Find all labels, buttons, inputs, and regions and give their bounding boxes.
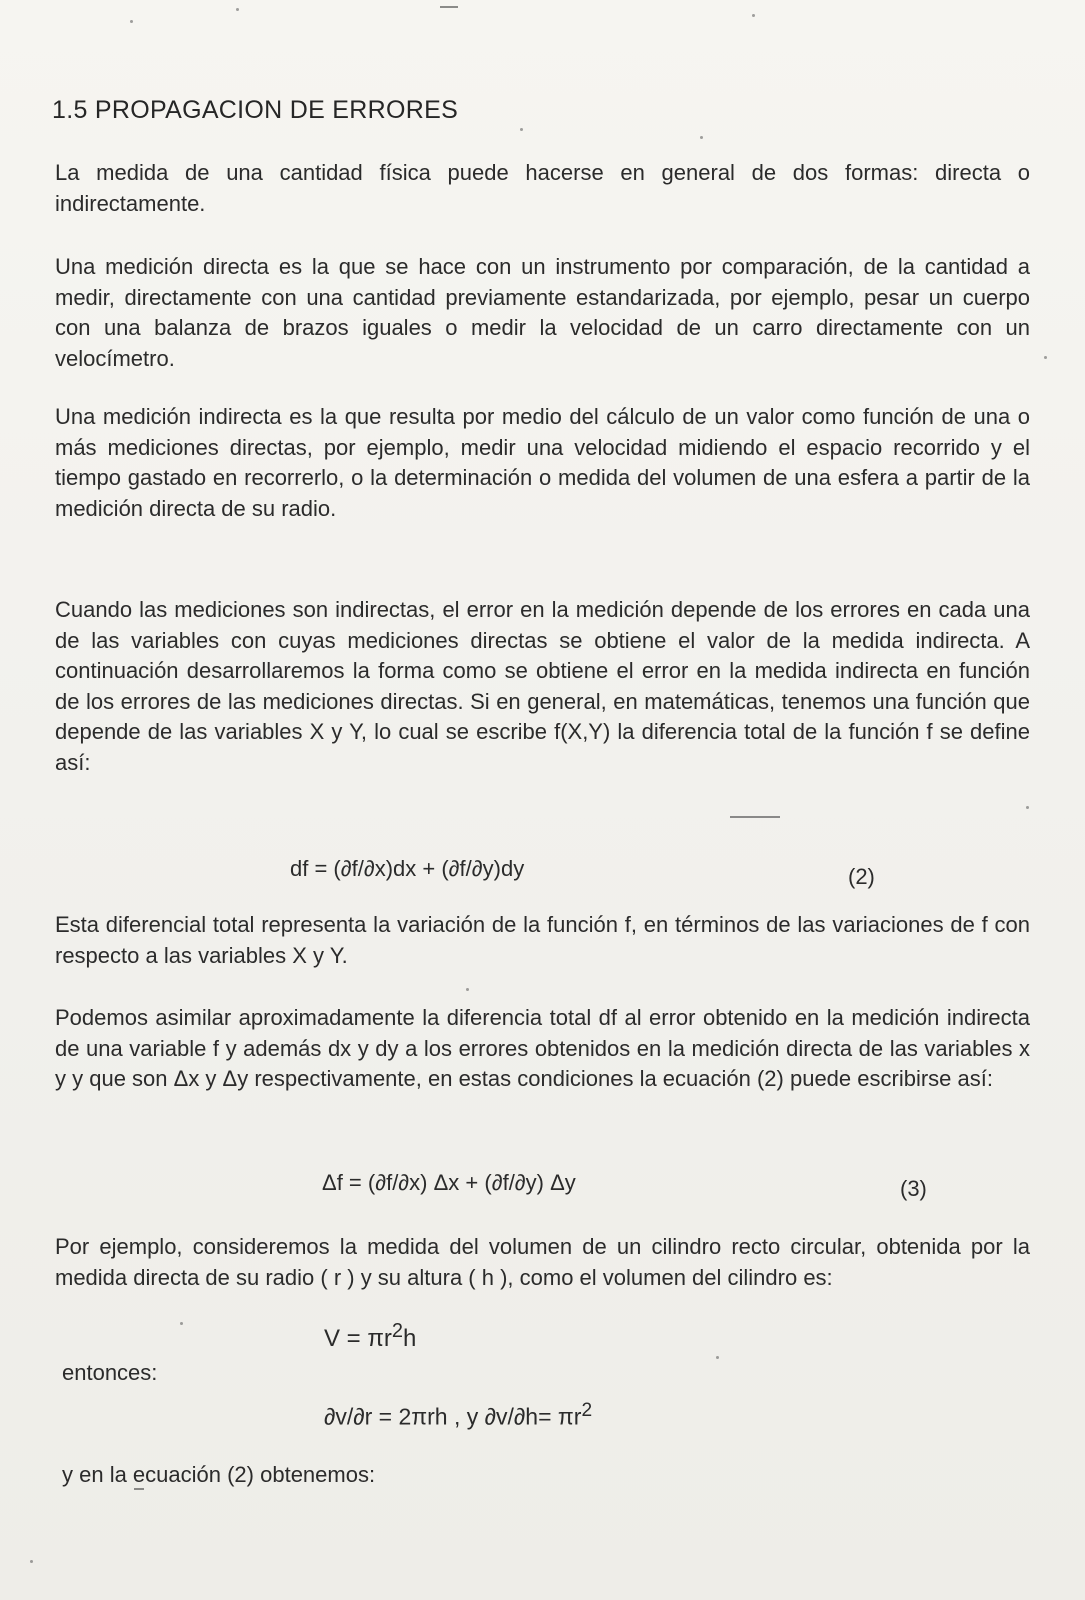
scan-speck [716,1356,719,1359]
derivatives-main: ∂v/∂r = 2πrh , y ∂v/∂h= πr [324,1403,582,1430]
scan-speck [130,20,133,23]
scan-dash [134,1488,144,1490]
volume-lhs: V = πr [324,1325,392,1352]
paragraph-error-approximation: Podemos asimilar aproximadamente la diferencia total df al error obtenido en la medición indirecta de una variable f y además dx y dy a los errores obtenidos en la medición directa de las variables x y y que son Δx y Δy respectivamente, en estas condiciones la ecuación (2) puede escribirse así: [55,1005,1030,1091]
paragraph-indirect-measurement: Una medición indirecta es la que resulta por medio del cálculo de un valor como función de una o más mediciones directas, por ejemplo, medir una velocidad midiendo el espacio recorrido y el tiempo gastado en recorrerlo, o la determinación o medida del volumen de una esfera a partir de la medición directa de su radio. [55,404,1030,521]
scan-speck [752,14,755,17]
equation-error-propagation: Δf = (∂f/∂x) Δx + (∂f/∂y) Δy [322,1170,576,1195]
equation-total-differential: df = (∂f/∂x)dx + (∂f/∂y)dy [290,856,525,881]
equation-number-3: (3) [900,1176,927,1201]
label-entonces: entonces: [62,1360,158,1385]
scan-speck [1044,356,1047,359]
scan-speck [520,128,523,131]
paragraph-measurement-intro: La medida de una cantidad física puede hacerse en general de dos formas: directa o indirectamente. [55,160,1030,216]
paragraph-direct-measurement: Una medición directa es la que se hace con un instrumento por comparación, de la cantidad a medir, directamente con una cantidad previamente estandarizada, por ejemplo, pesar un cuerpo con una balanza de brazos iguales o medir la velocidad de un carro directamente con un velocímetro. [55,254,1030,371]
scan-speck [30,1560,33,1563]
derivatives-exponent: 2 [581,1400,593,1421]
volume-rhs: h [403,1325,417,1352]
scan-speck [180,1322,183,1325]
volume-exponent: 2 [391,1320,404,1342]
paragraph-cylinder-example: Por ejemplo, consideremos la medida del volumen de un cilindro recto circular, obtenida por la medida directa de su radio ( r ) y su altura ( h ), como el volumen del cilindro es: [55,1234,1030,1290]
equation-cylinder-volume [324,1320,416,1353]
label-closing: y en la ecuación (2) obtenemos: [62,1462,376,1487]
scan-dash [440,6,458,8]
paragraph-error-dependence: Cuando las mediciones son indirectas, el error en la medición depende de los errores en cada una de las variables con cuyas mediciones directas se obtiene el valor de la medida indirecta. A continuación desarrollaremos la forma como se obtiene el error en la medida indirecta en función de los errores de las mediciones directas. Si en general, en matemáticas, tenemos una función que depende de las variables X y Y, lo cual se escribe f(X,Y) la diferencia total de la función f se define así: [55,597,1030,775]
equation-number-2: (2) [848,864,875,889]
paragraph-differential-meaning: Esta diferencial total representa la variación de la función f, en términos de las variaciones de f con respecto a las variables X y Y. [55,912,1030,968]
scan-speck [1026,806,1029,809]
scan-speck [236,8,239,11]
scan-speck [466,988,469,991]
section-title: 1.5 PROPAGACION DE ERRORES [52,96,459,124]
scan-speck [700,136,703,139]
scan-dash [730,816,780,818]
equation-partial-derivatives [324,1400,592,1431]
